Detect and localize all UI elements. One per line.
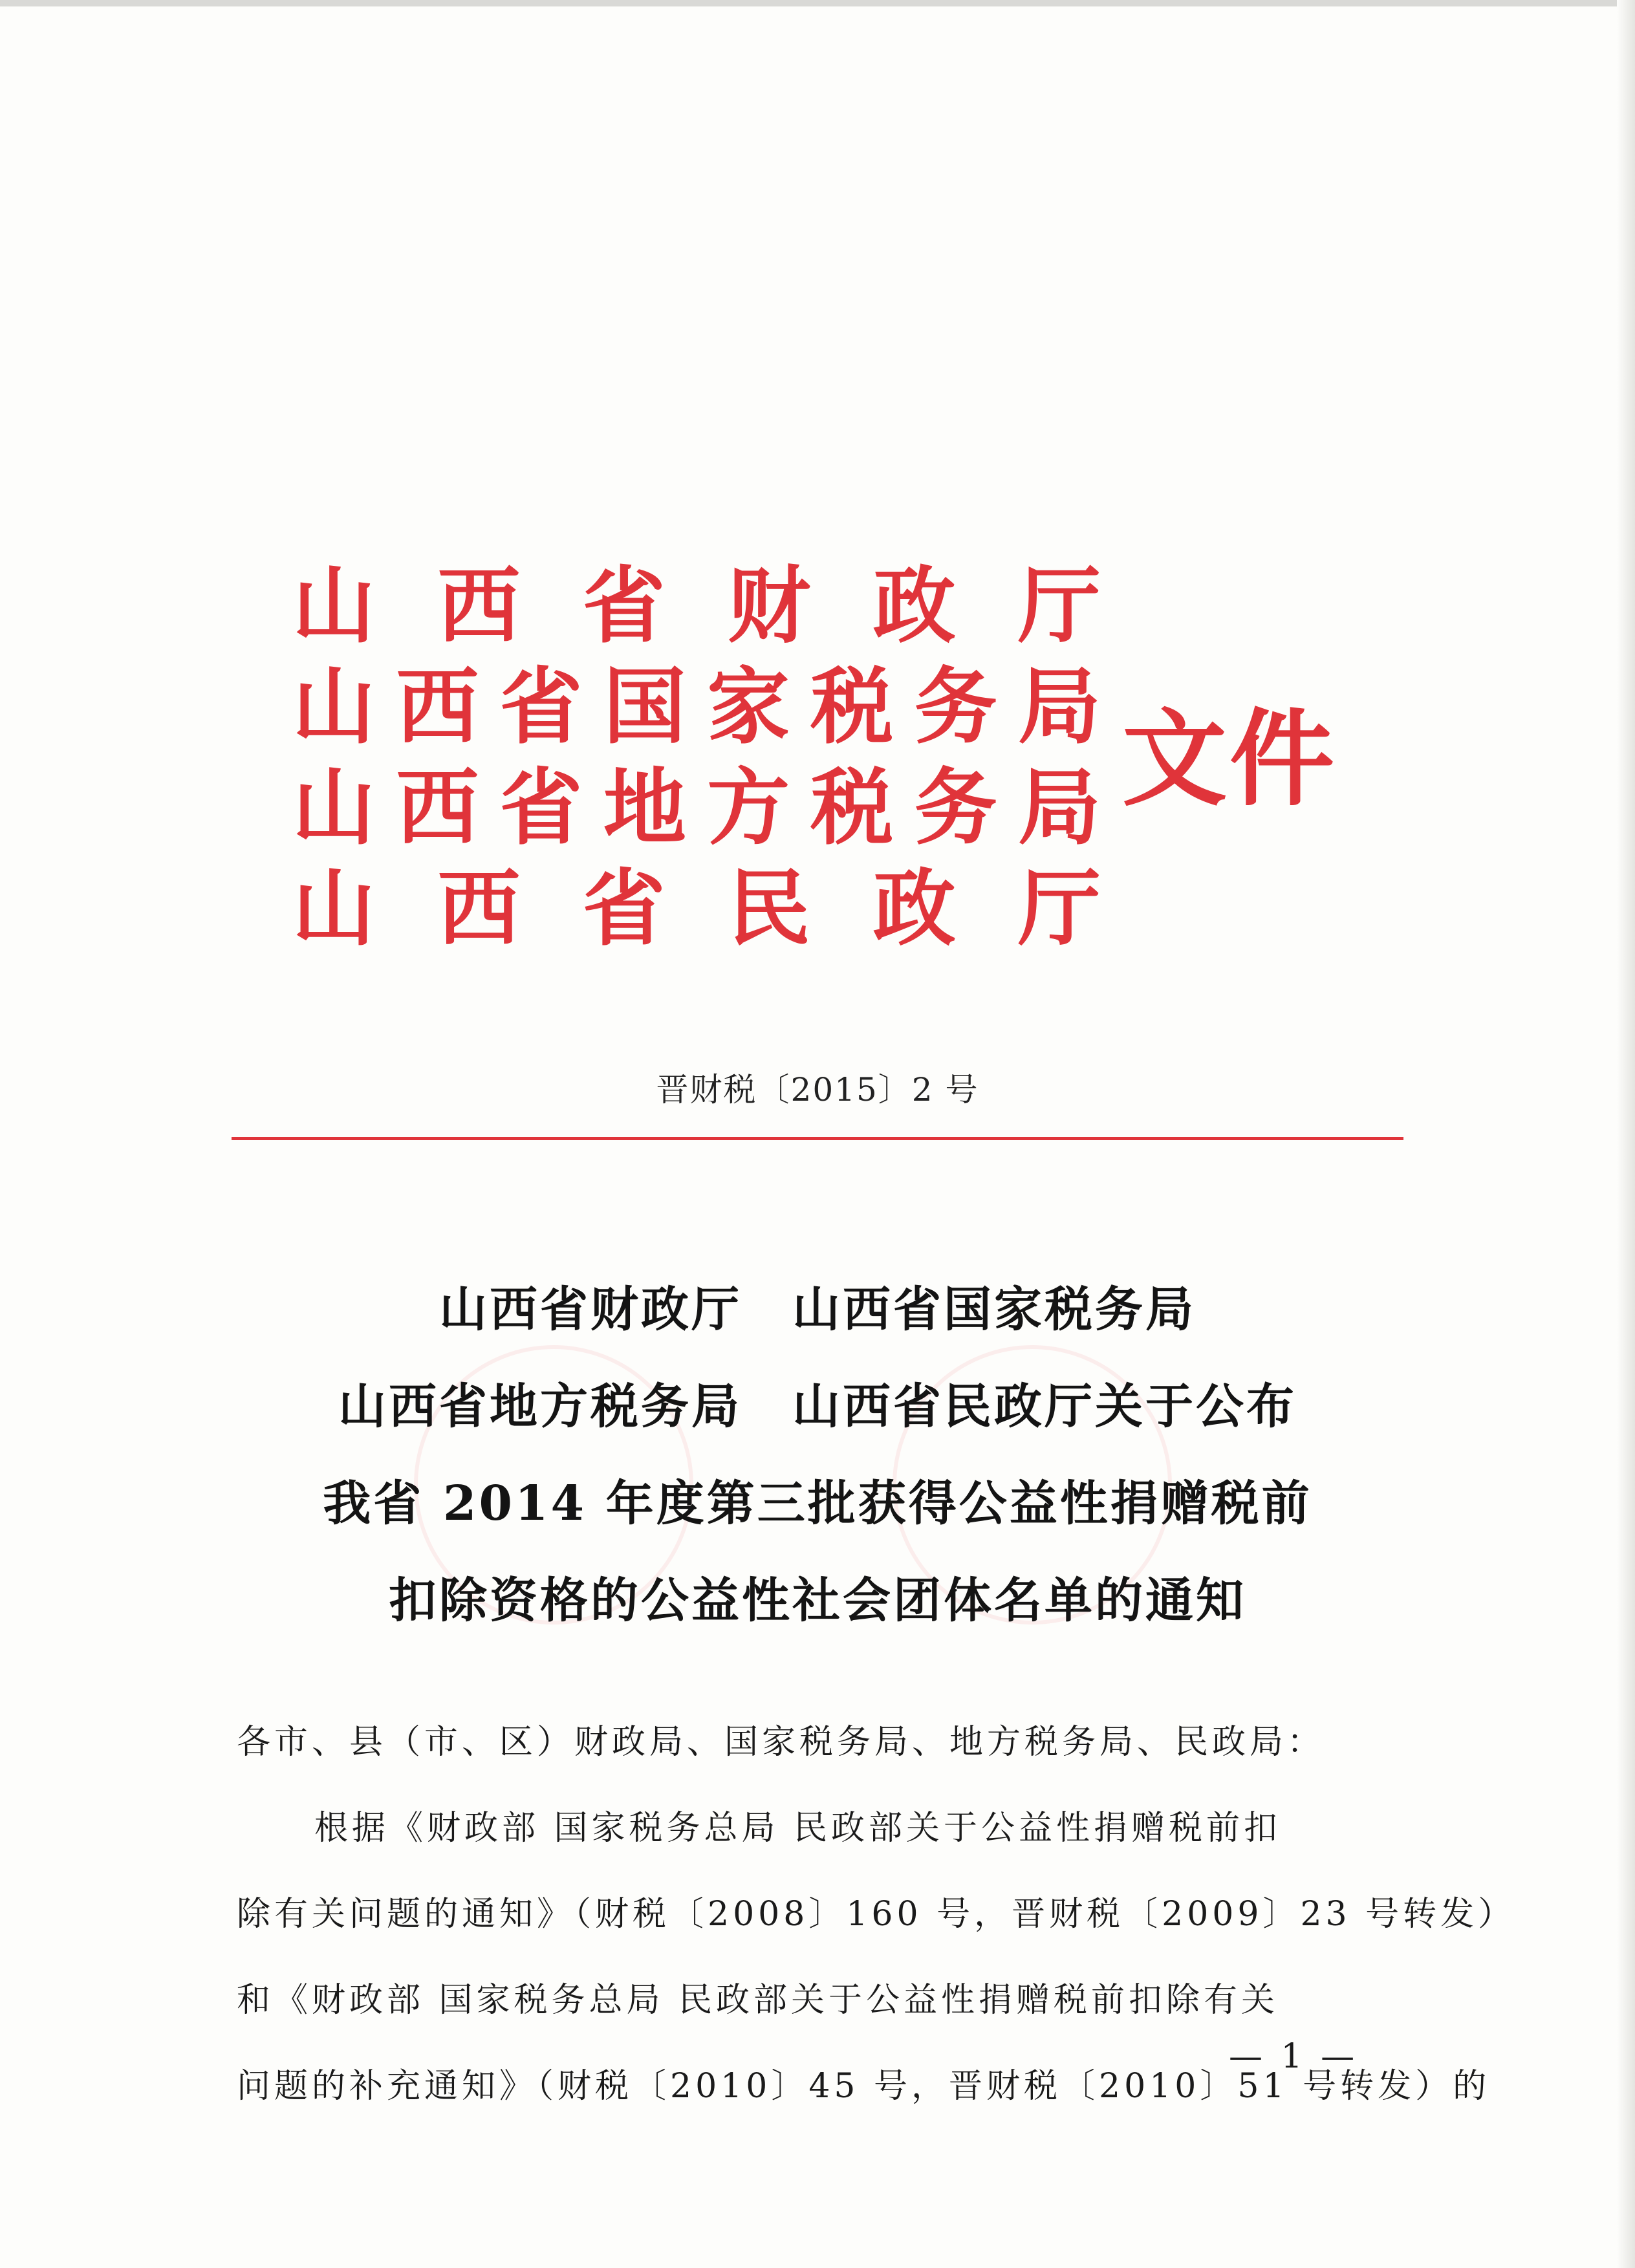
issuer-char: 山: [292, 659, 376, 755]
issuer-char: 财: [728, 558, 811, 654]
issuer-char: 西: [396, 659, 479, 755]
issuer-char: 山: [292, 558, 376, 654]
title-line: 山西省地方税务局 山西省民政厅关于公布: [338, 1379, 1297, 1434]
document-type-label: 文件: [1122, 699, 1337, 821]
issuer-char: 国: [603, 659, 686, 755]
page-number: — 1 —: [1229, 2037, 1359, 2076]
issuer-char: 山: [292, 760, 376, 856]
body-line: 和《财政部 国家税务总局 民政部关于公益性捐赠税前扣除有关: [237, 1981, 1279, 2020]
issuer-char: 山: [292, 861, 376, 957]
issuer-char: 省: [582, 861, 666, 957]
issuer-line-national-tax: [292, 657, 1101, 758]
issuer-char: 务: [914, 760, 997, 856]
issuer-char: 方: [707, 760, 790, 856]
issuer-char: 税: [810, 760, 894, 856]
issuer-line-local-tax: [292, 758, 1101, 859]
issuer-line-civil-affairs: [292, 859, 1101, 960]
body-line: 问题的补充通知》（财税〔2010〕45 号，晋财税〔2010〕51 号转发）的: [237, 2067, 1491, 2106]
issuer-char: 地: [603, 760, 686, 856]
issuer-char: 省: [499, 760, 583, 856]
issuer-char: 西: [396, 760, 479, 856]
title-line: 山西省财政厅 山西省国家税务局: [439, 1282, 1196, 1337]
title-line: 我省 2014 年度第三批获得公益性捐赠税前: [323, 1476, 1312, 1531]
issuer-char: 政: [872, 861, 956, 957]
issuer-char: 家: [707, 659, 790, 755]
issuer-char: 厅: [1017, 861, 1101, 957]
issuer-char: 民: [728, 861, 811, 957]
issuer-line-finance: [292, 556, 1101, 657]
title-line: 扣除资格的公益性社会团体名单的通知: [389, 1573, 1246, 1628]
document-number: 晋财税〔2015〕2 号: [656, 1071, 979, 1108]
issuer-char: 务: [914, 659, 997, 755]
issuer-char: 税: [810, 659, 894, 755]
scan-edge-right: [1617, 0, 1635, 2268]
document-title: [0, 1261, 1635, 1649]
issuer-char: 厅: [1017, 558, 1101, 654]
issuer-char: 省: [582, 558, 666, 654]
issuer-char: 政: [872, 558, 956, 654]
document-body: [237, 1700, 1516, 2130]
issuer-char: 西: [437, 861, 521, 957]
scan-edge-top: [0, 0, 1635, 6]
red-divider: [232, 1137, 1403, 1140]
issuer-char: 西: [437, 558, 521, 654]
body-line: 除有关问题的通知》（财税〔2008〕160 号，晋财税〔2009〕23 号转发）: [237, 1895, 1516, 1934]
body-line: 根据《财政部 国家税务总局 民政部关于公益性捐赠税前扣: [314, 1809, 1282, 1848]
issuer-block: [292, 556, 1101, 960]
issuer-char: 省: [499, 659, 583, 755]
salutation: 各市、县（市、区）财政局、国家税务局、地方税务局、民政局：: [237, 1723, 1325, 1762]
issuer-char: 局: [1017, 760, 1101, 856]
issuer-char: 局: [1017, 659, 1101, 755]
